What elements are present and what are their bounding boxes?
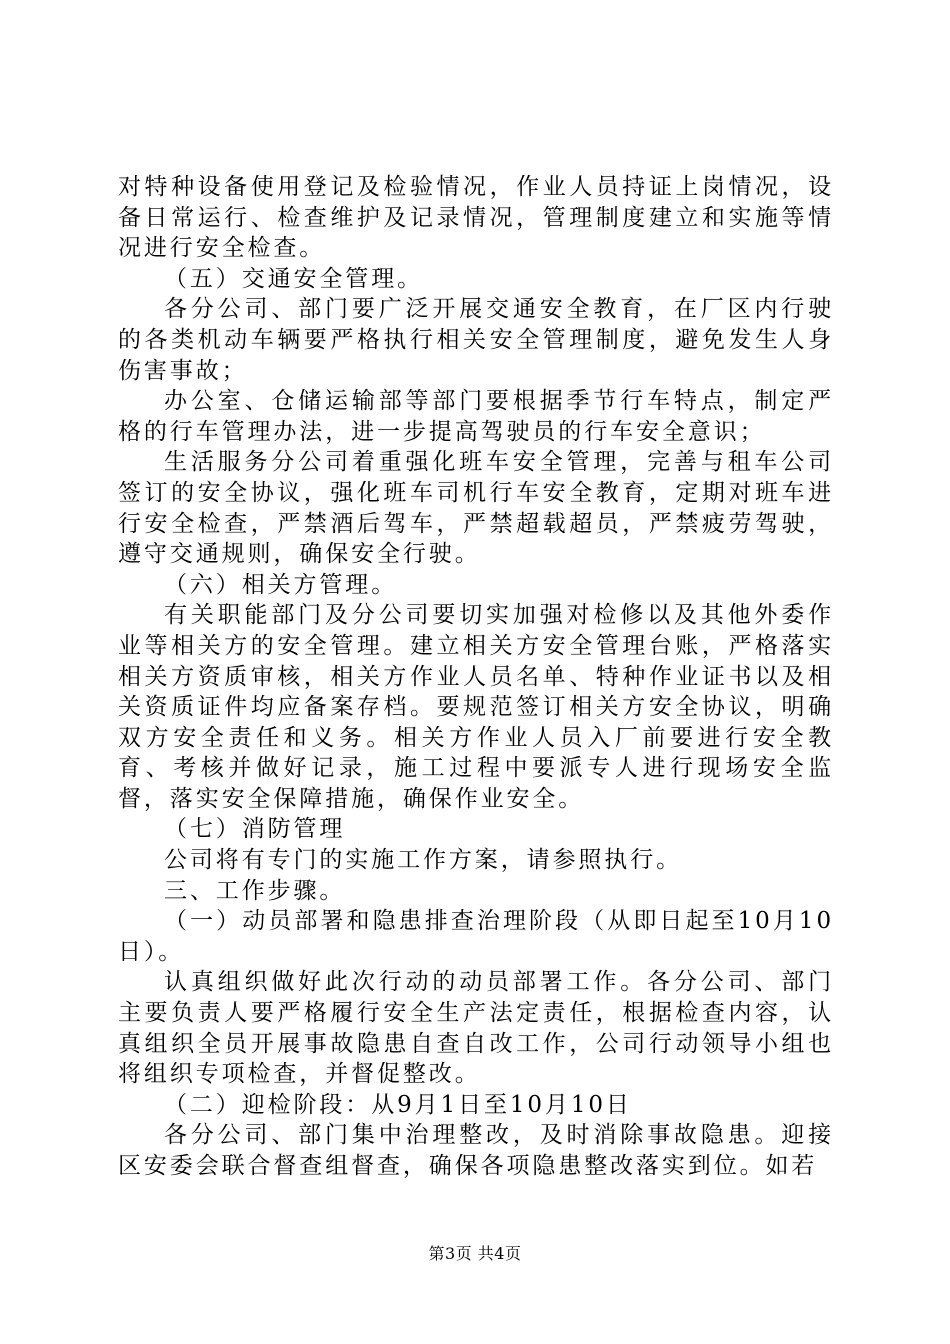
page-footer: 第3页 共4页 — [428, 1244, 522, 1263]
paragraph-5: 生活服务分公司着重强化班车安全管理，完善与租车公司签订的安全协议，强化班车司机行车安全教育，定期对班车进行安全检查，严禁酒后驾车，严禁超载超员，严禁疲劳驾驶，遵守交通规则，确保安全行驶。 — [118, 449, 834, 568]
section-heading-fire-management: （七）消防管理 — [164, 816, 346, 843]
paragraph-4: 办公室、仓储运输部等部门要根据季节行车特点，制定严格的行车管理办法，进一步提高驾驶员的行车安全意识； — [118, 388, 834, 445]
section-heading-related-parties: （六）相关方管理。 — [164, 571, 398, 598]
paragraph-14: 各分公司、部门集中治理整改，及时消除事故隐患。迎接区安委会联合督查组督查，确保各项隐患整改落实到位。如若 — [118, 1122, 834, 1179]
paragraph-7: 有关职能部门及分公司要切实加强对检修以及其他外委作业等相关方的安全管理。建立相关方安全管理台账，严格落实相关方资质审核，相关方作业人员名单、特种作业证书以及相关资质证件均应备案存档。要规范签订相关方安全协议，明确双方安全责任和义务。相关方作业人员入厂前要进行安全教育、考核并做好记录，施工过程中要派专人进行现场安全监督，落实安全保障措施，确保作业安全。 — [118, 602, 834, 812]
section-heading-traffic-safety: （五）交通安全管理。 — [164, 265, 423, 292]
section-heading-inspection: （二）迎检阶段：从9月1日至10月10日 — [164, 1091, 632, 1118]
paragraph-12: 认真组织做好此次行动的动员部署工作。各分公司、部门主要负责人要严格履行安全生产法定责任，根据检查内容，认真组织全员开展事故隐患自查自改工作，公司行动领导小组也将组织专项检查，并督促整改。 — [118, 969, 834, 1088]
document-body — [118, 172, 834, 1182]
section-heading-mobilization: （一）动员部署和隐患排查治理阶段（从即日起至10月10日）。 — [118, 908, 834, 965]
section-heading-work-steps: 三、工作步骤。 — [164, 877, 346, 904]
paragraph-3: 各分公司、部门要广泛开展交通安全教育，在厂区内行驶的各类机动车辆要严格执行相关安全管理制度，避免发生人身伤害事故； — [118, 296, 834, 384]
paragraph-1: 对特种设备使用登记及检验情况，作业人员持证上岗情况，设备日常运行、检查维护及记录情况，管理制度建立和实施等情况进行安全检查。 — [118, 174, 834, 262]
paragraph-9: 公司将有专门的实施工作方案，请参照执行。 — [164, 847, 682, 874]
